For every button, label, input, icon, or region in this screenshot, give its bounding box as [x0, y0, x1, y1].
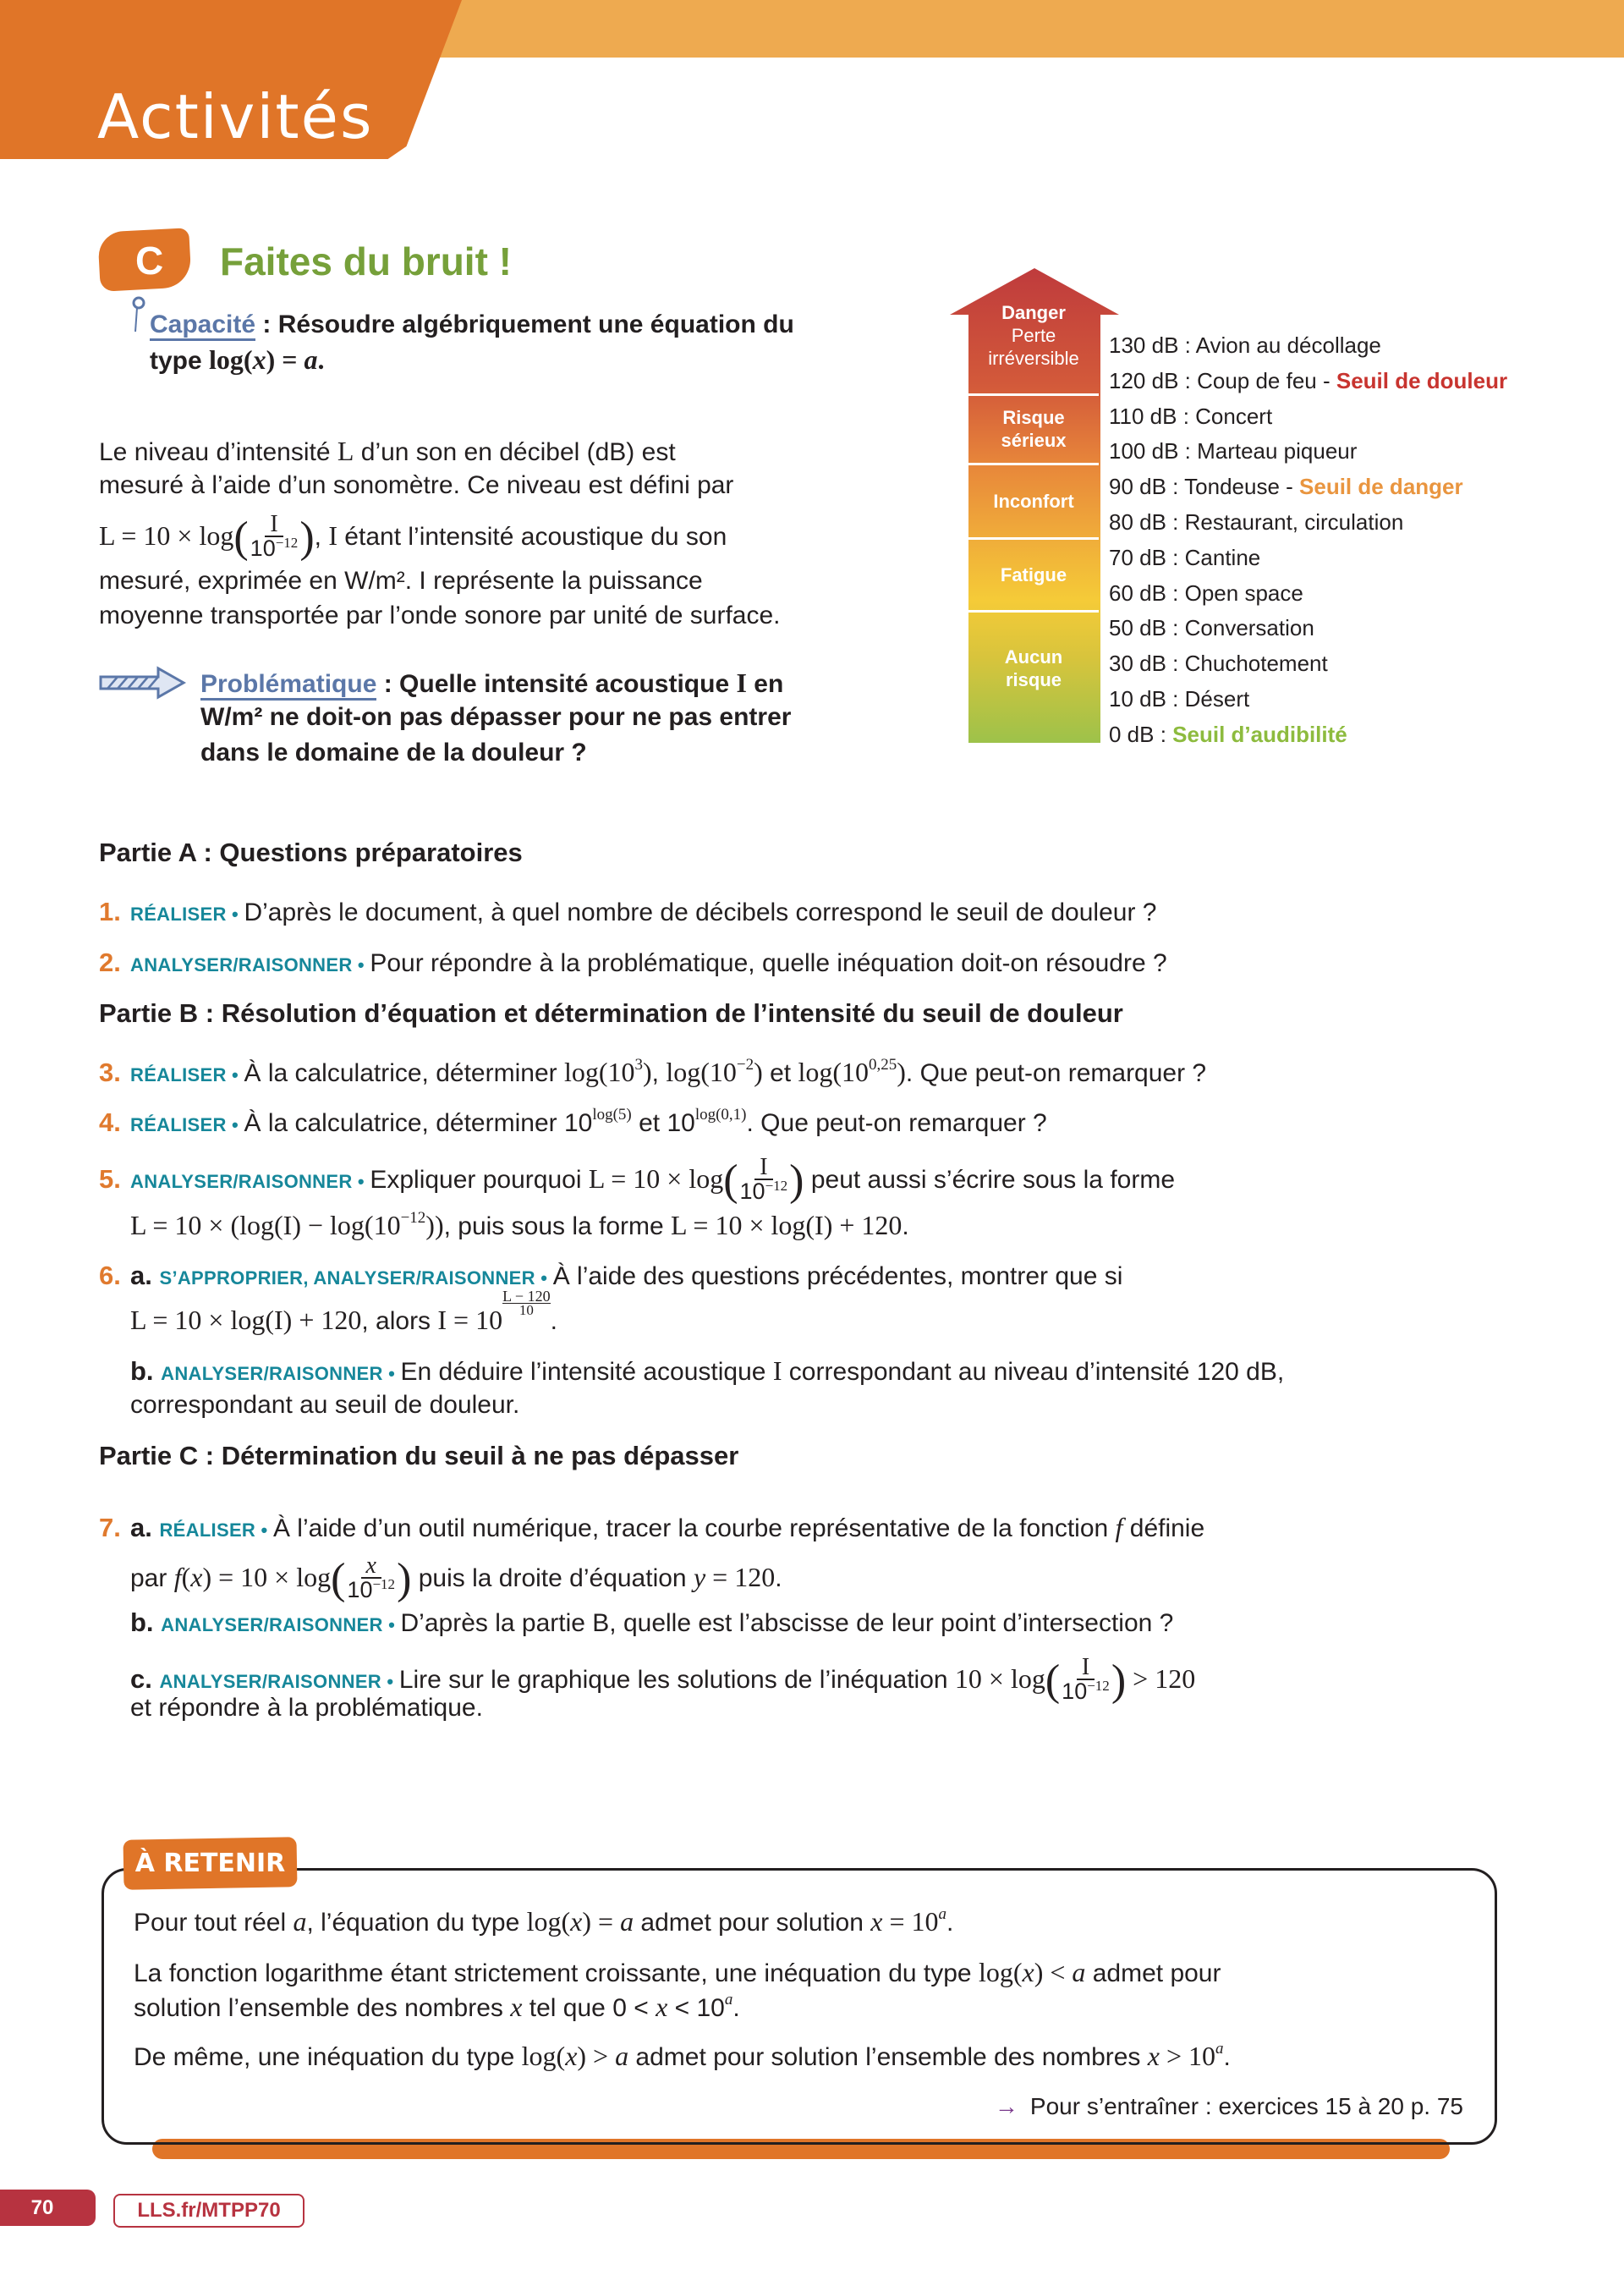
text: Expliquer pourquoi: [370, 1165, 589, 1194]
fraction-body: [1062, 1654, 1110, 1706]
math-variable: a: [293, 1906, 307, 1937]
sub-question-label: c.: [130, 1663, 160, 1694]
exponent: 3: [634, 1056, 644, 1074]
text: : Résoudre algébriquement une équation du: [255, 310, 794, 338]
text: par: [130, 1563, 174, 1592]
question: [99, 1510, 1204, 1544]
level-text: 10 dB : Désert: [1109, 686, 1250, 712]
level-text: 30 dB : Chuchotement: [1109, 651, 1328, 677]
bullet: •: [226, 1064, 244, 1085]
section-letter: C: [135, 239, 164, 283]
numerator: I: [1077, 1657, 1095, 1680]
text: D’après le document, à quel nombre de décibels correspond le seuil de douleur ?: [244, 898, 1157, 926]
question-continuation: [130, 1691, 483, 1725]
problem-line-2: [200, 701, 791, 734]
paren-open: (: [331, 1555, 346, 1603]
text: .: [1223, 2043, 1231, 2071]
zone-aucun-risque: [968, 613, 1099, 724]
exponent: −12: [275, 535, 299, 551]
numerator: I: [754, 1157, 772, 1180]
text: , puis sous la forme: [443, 1212, 672, 1240]
skill-tag: ANALYSER/RAISONNER: [130, 954, 353, 975]
exponent: −12: [372, 1576, 396, 1592]
math: log(: [526, 1906, 571, 1937]
denominator: $10^{-12}$: [250, 535, 299, 561]
arrow-right-icon: →: [994, 2093, 1018, 2119]
bullet: •: [535, 1267, 553, 1289]
question-number: 2.: [99, 948, 121, 977]
level-text: 110 dB : Concert: [1109, 403, 1273, 429]
question: [130, 1654, 1196, 1705]
exponent-fraction: [502, 1289, 550, 1317]
denominator: $10^{-12}$: [347, 1576, 396, 1602]
numerator: x: [361, 1555, 381, 1579]
bullet: •: [382, 1614, 401, 1635]
zone-label: Fatigue: [1000, 563, 1067, 585]
exponent: log(5): [592, 1106, 632, 1124]
text: , l’équation du type: [306, 1909, 527, 1937]
text: solution l’ensemble des nombres: [134, 1994, 511, 2022]
denominator: 10: [518, 1302, 534, 1318]
math: ): [643, 1057, 652, 1087]
math: )): [425, 1210, 444, 1240]
question-continuation: [130, 1552, 782, 1603]
numerator: L − 120: [502, 1288, 551, 1305]
part-c-heading: Partie C : Détermination du seuil à ne pas dépasser: [99, 1441, 739, 1470]
text: Le niveau d’intensité: [99, 438, 337, 466]
header-light-band: [423, 0, 1624, 58]
practice-text: Pour s’entraîner : exercices 15 à 20 p. 75: [1029, 2093, 1463, 2119]
question-continuation: [130, 1288, 557, 1337]
level-row: [1109, 719, 1347, 750]
text: mesuré, exprimée en W/m². I représente la puissance: [99, 567, 703, 595]
capacity-text: [255, 310, 794, 338]
question: [99, 1154, 1176, 1205]
level-note: Seuil de danger: [1299, 474, 1463, 500]
math: I: [772, 1355, 782, 1386]
text: admet pour: [1085, 1959, 1221, 1987]
level-row: [1109, 401, 1272, 431]
text: puis la droite d’équation: [411, 1563, 694, 1592]
math: I = 10: [437, 1305, 503, 1335]
level-text: 120 dB : Coup de feu -: [1109, 367, 1336, 393]
text: dans le domaine de la douleur ?: [200, 739, 587, 767]
text: .: [775, 1563, 782, 1592]
bullet: •: [382, 1363, 401, 1384]
math-variable: a: [620, 1906, 634, 1937]
skill-tag: RÉALISER: [130, 1064, 227, 1085]
level-row: [1109, 578, 1303, 608]
page-number: 70: [30, 2196, 54, 2219]
math: log(: [978, 1957, 1023, 1987]
exponent: −12: [1087, 1678, 1110, 1694]
level-row: [1109, 330, 1381, 360]
question-number: 1.: [99, 897, 121, 926]
exponent: a: [938, 1905, 946, 1923]
intro-line: [99, 469, 733, 503]
skill-tag: RÉALISER: [130, 1114, 227, 1135]
zone-label: Aucun risque: [1004, 646, 1063, 690]
text: .: [732, 1994, 740, 2022]
question-continuation: [130, 1208, 909, 1242]
level-row: [1109, 684, 1249, 714]
text: En déduire l’intensité acoustique: [400, 1358, 773, 1386]
text: et 10: [631, 1109, 695, 1137]
level-row: [1109, 613, 1314, 643]
text: < 10: [667, 1994, 725, 2022]
level-row: [1109, 507, 1403, 537]
page-title: Activités: [97, 81, 374, 152]
text: À l’aide des questions précédentes, montrer que si: [552, 1262, 1123, 1290]
level-text: 130 dB : Avion au décollage: [1109, 332, 1381, 358]
text: moyenne transportée par l’onde sonore par unité de surface.: [99, 602, 781, 629]
text: ,: [651, 1059, 667, 1087]
level-note: Seuil d’audibilité: [1172, 721, 1347, 747]
zone-divider: [968, 393, 1099, 396]
capacity-line-1: [150, 308, 794, 342]
math-variable: f: [1115, 1512, 1123, 1542]
text: type: [150, 347, 210, 375]
level-text: 0 dB :: [1109, 721, 1173, 747]
level-row: [1109, 542, 1260, 573]
part-b-heading: Partie B : Résolution d’équation et détermination de l’intensité du seuil de douleur: [99, 998, 1123, 1028]
text: .: [946, 1909, 954, 1937]
math: L = 10 × log: [588, 1162, 724, 1194]
math: ) <: [1034, 1957, 1073, 1987]
question-number: 6.: [99, 1261, 121, 1290]
fraction-body: [250, 511, 299, 563]
exponent: log(0,1): [694, 1106, 747, 1124]
question: [99, 1106, 1047, 1140]
math-variable: y: [693, 1561, 706, 1592]
sub-question-label: b.: [130, 1607, 162, 1637]
math: L = 10 × log: [99, 519, 234, 551]
level-row: [1109, 471, 1463, 502]
text: .: [902, 1212, 909, 1240]
math-variable: x: [252, 344, 266, 375]
level-text: 100 dB : Marteau piqueur: [1109, 438, 1358, 464]
level-row: [1109, 436, 1357, 466]
retenir-line: [134, 1955, 1221, 1989]
text: et répondre à la problématique.: [130, 1694, 483, 1722]
fraction-body: [739, 1154, 788, 1206]
text: Lire sur le graphique les solutions de l’inéquation: [398, 1665, 955, 1694]
skill-tag: S’APPROPRIER, ANALYSER/RAISONNER: [159, 1267, 535, 1289]
level-row: [1109, 365, 1507, 396]
paren-close: ): [397, 1555, 412, 1603]
math-variable: x: [570, 1906, 583, 1937]
zone-fatigue: [968, 540, 1099, 609]
fraction: [233, 511, 315, 563]
math-variable: a: [615, 2041, 629, 2071]
math: ) =: [582, 1906, 621, 1937]
part-a-heading: Partie A : Questions préparatoires: [99, 838, 523, 867]
text: W/m² ne doit-on pas dépasser pour ne pas entrer: [200, 703, 792, 731]
text: et: [762, 1059, 798, 1087]
math: ): [897, 1057, 906, 1087]
level-text: 80 dB : Restaurant, circulation: [1109, 509, 1404, 535]
math: = 10: [882, 1906, 939, 1937]
math: L = 10 × log(I) + 120: [130, 1305, 362, 1335]
question: [130, 1606, 1173, 1640]
zone-sublabel: irréversible: [988, 347, 1079, 369]
paren-close: ): [299, 514, 315, 562]
math-variable: a: [304, 344, 318, 375]
level-text: 60 dB : Open space: [1109, 580, 1303, 606]
paren-open: (: [1045, 1657, 1061, 1705]
math-variable: x: [1147, 2041, 1160, 2071]
paren-open: (: [723, 1157, 738, 1205]
text: admet pour solution l’ensemble des nombres: [628, 2043, 1148, 2071]
math: 10 × log: [954, 1662, 1045, 1694]
math-variable: x: [510, 1992, 523, 2022]
problem-line-3: [200, 736, 587, 770]
problem-line-1: [200, 666, 783, 700]
paren-open: (: [233, 514, 249, 562]
text: À la calculatrice, déterminer: [244, 1059, 564, 1087]
math-variable: f: [173, 1561, 182, 1592]
zone-label: Danger: [1001, 301, 1066, 323]
text: correspondant au seuil de douleur.: [130, 1391, 520, 1419]
skill-tag: ANALYSER/RAISONNER: [130, 1170, 353, 1192]
math: .: [317, 344, 325, 375]
intro-line: [99, 511, 727, 562]
text: À l’aide d’un outil numérique, tracer la courbe représentative de la fonction: [272, 1514, 1116, 1542]
text: mesuré à l’aide d’un sonomètre. Ce niveau est défini par: [99, 471, 734, 499]
zone-danger: [968, 303, 1099, 367]
math: = 120: [705, 1561, 776, 1592]
exponent: −12: [765, 1178, 788, 1194]
fraction: [723, 1154, 804, 1206]
math: log(: [209, 344, 253, 375]
denominator: $10^{-12}$: [739, 1178, 788, 1204]
capacity-label: Capacité: [150, 310, 255, 341]
question-number: 3.: [99, 1058, 121, 1087]
sub-question-label: a.: [130, 1261, 160, 1290]
bullet: •: [352, 954, 370, 975]
pin-icon: [130, 296, 147, 338]
text: De même, une inéquation du type: [134, 2043, 522, 2071]
text: .: [550, 1307, 557, 1335]
retenir-line: [134, 2039, 1231, 2073]
text: d’un son en décibel (dB) est: [354, 438, 676, 466]
text: ,: [314, 522, 329, 551]
fraction-body: [347, 1552, 396, 1604]
skill-tag: ANALYSER/RAISONNER: [159, 1670, 381, 1692]
retenir-line: [134, 1990, 740, 2024]
math: log(10: [563, 1057, 635, 1087]
math: > 120: [1126, 1662, 1196, 1694]
capacity-line-2: [150, 343, 324, 376]
intro-line: [99, 434, 676, 468]
text: définie: [1122, 1514, 1205, 1542]
bullet: •: [352, 1170, 370, 1192]
sub-question-label: a.: [130, 1513, 160, 1542]
math: (: [181, 1561, 191, 1592]
math: I: [736, 668, 747, 698]
bullet: •: [226, 1114, 244, 1135]
exponent: −12: [400, 1209, 426, 1227]
zone-inconfort: [968, 465, 1099, 536]
math: I: [328, 519, 337, 551]
pencil-arrow-icon: [99, 665, 187, 705]
text: , alors: [361, 1307, 438, 1335]
footer-link[interactable]: LLS.fr/MTPP70: [113, 2194, 304, 2228]
zone-risque-serieux: [968, 399, 1099, 459]
sub-question-label: b.: [130, 1356, 162, 1386]
math-variable: x: [190, 1561, 203, 1592]
math: L: [337, 436, 354, 466]
math: L = 10 × (log(I) − log(10: [130, 1210, 401, 1240]
skill-tag: RÉALISER: [130, 904, 227, 925]
math-variable: a: [1072, 1957, 1086, 1987]
exponent: 0,25: [869, 1056, 897, 1074]
level-text: 50 dB : Conversation: [1109, 615, 1314, 641]
fraction: [331, 1552, 412, 1604]
text: D’après la partie B, quelle est l’abscisse de leur point d’intersection ?: [400, 1609, 1174, 1637]
skill-tag: ANALYSER/RAISONNER: [161, 1614, 383, 1635]
skill-tag: ANALYSER/RAISONNER: [161, 1363, 383, 1384]
text: en: [746, 670, 784, 698]
math-variable: x: [656, 1992, 668, 2022]
level-text: 70 dB : Cantine: [1109, 544, 1261, 570]
math: ) =: [266, 344, 304, 375]
question-number: 4.: [99, 1107, 121, 1137]
retenir-line: [134, 1904, 953, 1938]
text: Pour répondre à la problématique, quelle inéquation doit-on résoudre ?: [370, 949, 1167, 977]
text: . Que peut-on remarquer ?: [746, 1109, 1047, 1137]
question-continuation: [130, 1388, 519, 1422]
text: À la calculatrice, déterminer 10: [244, 1109, 593, 1137]
math: log(10: [798, 1057, 870, 1087]
text: tel que 0 <: [522, 1994, 656, 2022]
math: ) = 10 × log: [202, 1561, 332, 1592]
bullet: •: [381, 1670, 399, 1692]
question-number: 7.: [99, 1513, 121, 1542]
bullet: •: [255, 1519, 273, 1541]
level-text: 90 dB : Tondeuse -: [1109, 474, 1300, 500]
exponent: a: [724, 1991, 733, 2008]
zone-label: Risque sérieux: [1001, 407, 1067, 451]
intro-line: [99, 564, 703, 598]
question: [99, 1259, 1122, 1293]
intro-line: [99, 599, 781, 633]
math: ): [754, 1057, 763, 1087]
question-number: 5.: [99, 1163, 121, 1194]
text: correspondant au niveau d’intensité 120 dB,: [782, 1358, 1285, 1386]
problem-label: Problématique: [200, 670, 376, 701]
text: : Quelle intensité acoustique: [376, 670, 737, 698]
zone-sublabel: Perte: [1011, 324, 1056, 346]
paren-close: ): [1111, 1657, 1127, 1705]
text: étant l’intensité acoustique du son: [337, 522, 727, 551]
section-title: Faites du bruit !: [220, 239, 512, 283]
text: peut aussi s’écrire sous la forme: [804, 1165, 1176, 1194]
math-variable: x: [565, 2041, 578, 2071]
exponent: a: [1215, 2040, 1224, 2058]
math: log(10: [666, 1057, 737, 1087]
text: . Que peut-on remarquer ?: [905, 1059, 1207, 1087]
question: [99, 1055, 1206, 1089]
level-row: [1109, 648, 1328, 679]
numerator: I: [265, 514, 283, 537]
question: [130, 1354, 1284, 1388]
math: ) >: [577, 2041, 616, 2071]
skill-tag: RÉALISER: [159, 1519, 256, 1541]
question: [99, 946, 1167, 980]
paren-close: ): [789, 1157, 804, 1205]
zone-label: Inconfort: [993, 490, 1074, 512]
bullet: •: [226, 904, 244, 925]
text: Pour tout réel: [134, 1909, 294, 1937]
math-variable: x: [1022, 1957, 1034, 1987]
problem-text: [376, 670, 783, 698]
fraction: [1045, 1654, 1127, 1706]
denominator: $10^{-12}$: [1062, 1678, 1110, 1704]
level-note: Seuil de douleur: [1336, 367, 1508, 393]
math: log(: [521, 2041, 566, 2071]
question: [99, 895, 1156, 929]
exponent: −2: [736, 1056, 754, 1074]
math: L = 10 × log(I) + 120: [671, 1210, 903, 1240]
practice-link[interactable]: [995, 2090, 1463, 2124]
math-variable: x: [870, 1906, 883, 1937]
retenir-badge-label: À RETENIR: [134, 1849, 286, 1878]
math: > 10: [1159, 2041, 1216, 2071]
text: La fonction logarithme étant strictement croissante, une inéquation du type: [134, 1959, 979, 1987]
text: admet pour solution: [634, 1909, 871, 1937]
